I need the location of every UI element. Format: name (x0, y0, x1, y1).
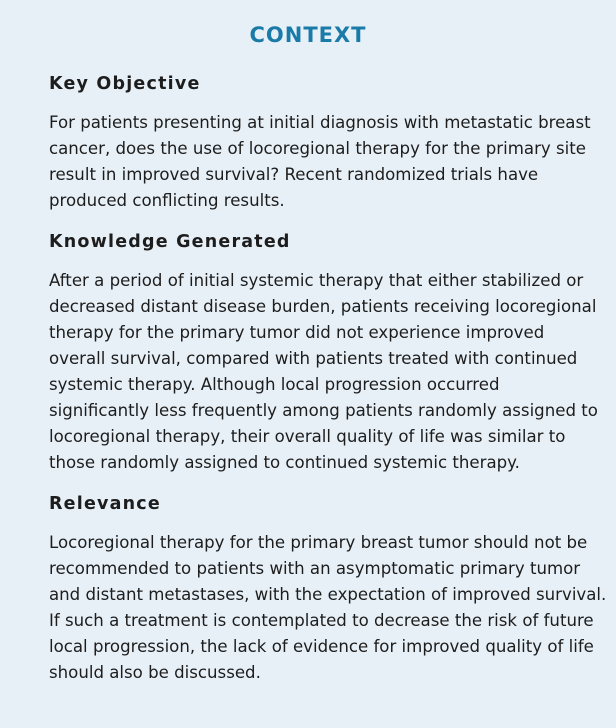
paragraph-line: Locoregional therapy for the primary breast tumor should not be (49, 533, 588, 552)
paragraph-line: produced conflicting results. (49, 191, 285, 210)
section-relevance (49, 492, 616, 686)
paragraph-line: significantly less frequently among patients randomly assigned to (49, 401, 598, 420)
section-paragraph (49, 530, 615, 686)
paragraph-line: local progression, the lack of evidence for improved quality of life (49, 637, 594, 656)
paragraph-line: cancer, does the use of locoregional therapy for the primary site (49, 139, 586, 158)
paragraph-line: systemic therapy. Although local progression occurred (49, 375, 500, 394)
paragraph-line: recommended to patients with an asymptomatic primary tumor (49, 559, 581, 578)
section-heading: Knowledge Generated (49, 232, 291, 252)
paragraph-line: decreased distant disease burden, patients receiving locoregional (49, 297, 597, 316)
paragraph-line: should also be discussed. (49, 663, 261, 682)
paragraph-line: overall survival, compared with patients treated with continued (49, 349, 578, 368)
section-knowledge-generated (49, 230, 616, 476)
section-paragraph (49, 110, 615, 214)
section-key-objective (49, 72, 616, 214)
paragraph-line: locoregional therapy, their overall quality of life was similar to (49, 427, 566, 446)
paragraph-line: For patients presenting at initial diagnosis with metastatic breast (49, 113, 591, 132)
paragraph-line: After a period of initial systemic therapy that either stabilized or (49, 271, 584, 290)
paragraph-line: those randomly assigned to continued systemic therapy. (49, 453, 520, 472)
section-paragraph (49, 268, 615, 476)
paragraph-line: If such a treatment is contemplated to decrease the risk of future (49, 611, 594, 630)
paragraph-line: and distant metastases, with the expectation of improved survival. (49, 585, 607, 604)
paragraph-line: therapy for the primary tumor did not experience improved (49, 323, 545, 342)
section-heading: Key Objective (49, 74, 201, 94)
section-heading: Relevance (49, 494, 161, 514)
context-title: CONTEXT (249, 23, 367, 47)
paragraph-line: result in improved survival? Recent randomized trials have (49, 165, 539, 184)
